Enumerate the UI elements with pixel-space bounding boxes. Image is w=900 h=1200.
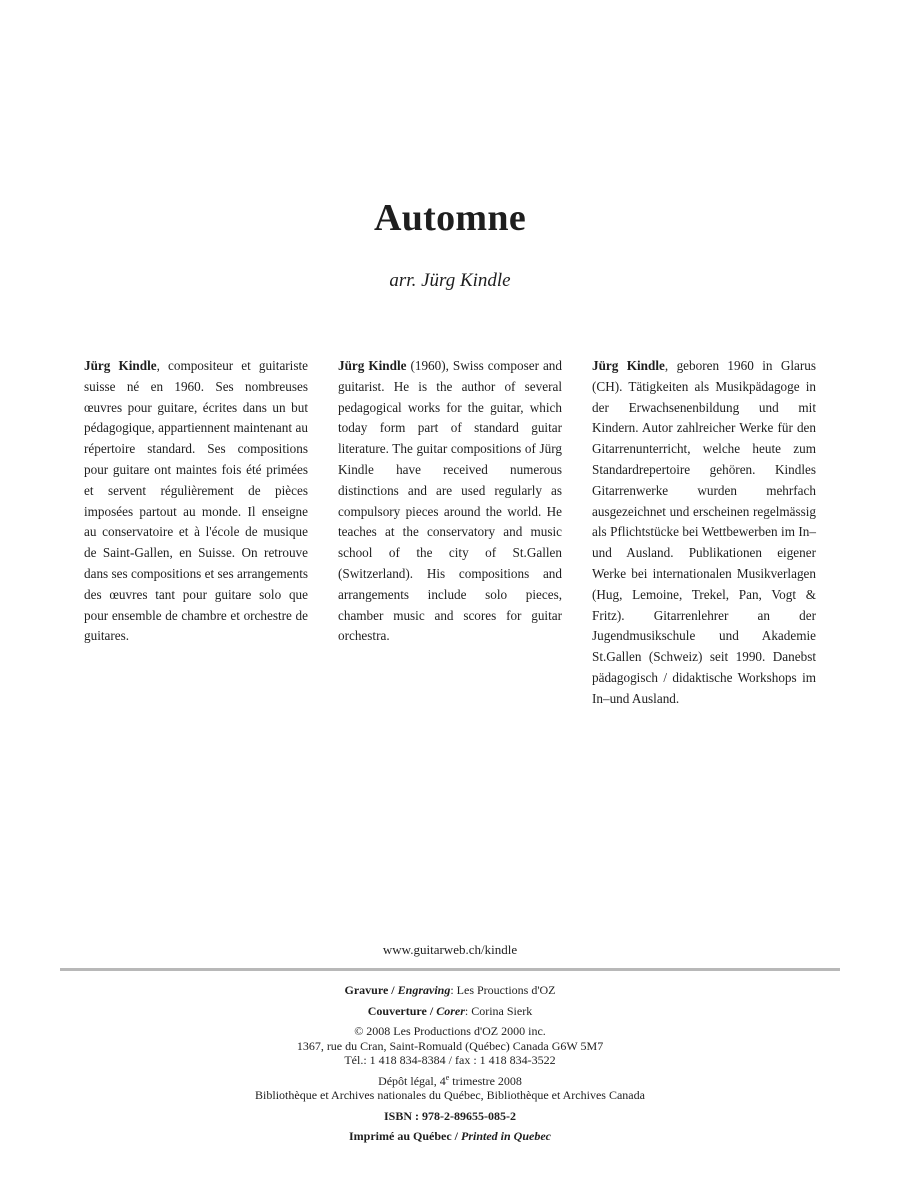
bio-german	[592, 356, 816, 710]
legal-deposit: Dépôt légal, 4e trimestre 2008	[378, 1072, 522, 1088]
arranger-credit: arr. Jürg Kindle	[389, 270, 511, 291]
bio-name: Jürg Kindle	[592, 358, 665, 373]
bio-french	[84, 356, 308, 647]
bio-text: , compositeur et guitariste suisse né en 1960. Ses nombreuses œuvres pour guitare, écrites dans un but pédagogique, appartiennent maintenant au répertoire standard. Ses compositions pour guitare ont maintes fois été primées et servent régulièrement de pièces imposées partout au monde. Il enseigne au conservatoire et à l'école de musique de Saint-Gallen, en Suisse. On retrouve dans ses compositions et ses arrangements des œuvres tant pour guitare solo que pour ensemble de chambre et orchestre de guitares.	[84, 358, 308, 644]
bio-name: Jürg Kindle	[338, 358, 407, 373]
copyright: © 2008 Les Productions d'OZ 2000 inc.	[354, 1024, 546, 1038]
bio-text: (1960), Swiss composer and guitarist. He is the author of several pedagogical works for the guitar, which today form part of standard guitar literature. The guitar compositions of Jürg Kindle have received numerous distinctions and are used regularly as compulsory pieces around the world. He teaches at the conservatory and music school of the city of St.Gallen (Switzerland). His compositions and arrangements include solo pieces, chamber music and scores for guitar orchestra.	[338, 358, 562, 644]
isbn: ISBN : 978-2-89655-085-2	[384, 1108, 516, 1123]
page-title: Automne	[374, 197, 526, 239]
bio-text: , geboren 1960 in Glarus (CH). Tätigkeiten als Musikpädagoge in der Erwachsenenbildung und mit Kindern. Autor zahlreicher Werke für den Gitarrenunterricht, welche heute zum Standardrepertoire gehören. Kindles Gitarrenwerke wurden mehrfach ausgezeichnet und erscheinen regelmässig als Pflichtstücke bei Wettbewerben im In–und Ausland. Publikationen eigener Werke bei internationalen Musikverlagen (Hug, Lemoine, Trekel, Pan, Vogt & Fritz). Gitarrenlehrer an der Jugendmusikschule und Akademie St.Gallen (Schweiz) seit 1990. Danebst pädagogisch / didaktische Workshops im In–und Ausland.	[592, 358, 816, 706]
cover-credit: Couverture / Corer: Corina Sierk	[367, 1003, 533, 1018]
publisher-address: 1367, rue du Cran, Saint-Romuald (Québec) Canada G6W 5M7	[296, 1038, 604, 1053]
credits-block	[0, 983, 900, 1144]
bio-name: Jürg Kindle	[84, 358, 157, 373]
libraries: Bibliothèque et Archives nationales du Québec, Bibliothèque et Archives Canada	[255, 1088, 645, 1102]
divider	[60, 968, 840, 971]
bio-english	[338, 356, 562, 647]
website-link[interactable]: www.guitarweb.ch/kindle	[382, 942, 518, 957]
printed-in: Imprimé au Québec / Printed in Quebec	[349, 1129, 551, 1143]
engraving-credit: Gravure / Engraving: Les Prouctions d'OZ	[344, 983, 556, 997]
publisher-phone: Tél.: 1 418 834-8384 / fax : 1 418 834-3522	[344, 1053, 556, 1067]
